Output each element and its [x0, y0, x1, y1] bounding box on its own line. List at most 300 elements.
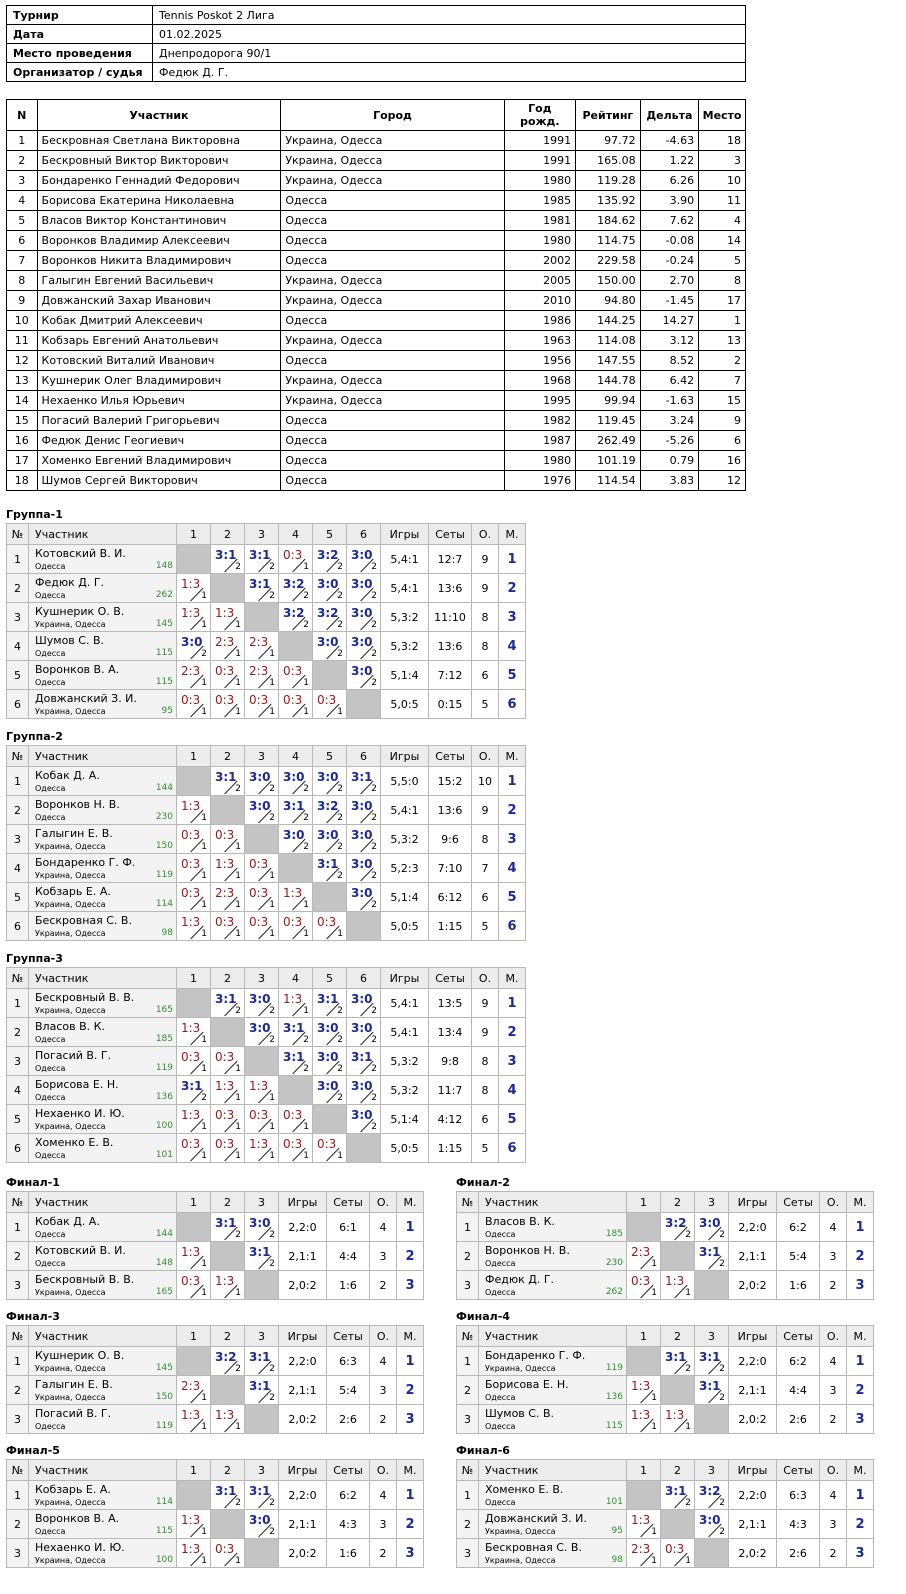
match-points: 2 [269, 1393, 275, 1403]
loss-score [245, 661, 278, 689]
win-score [313, 854, 346, 882]
match-points: 1 [201, 1393, 207, 1403]
info-row [7, 6, 746, 25]
sets-header: Сеты [429, 968, 472, 989]
match-score: 3:0 [317, 577, 339, 591]
opponent-col-header: 1 [627, 1192, 661, 1213]
row-number: 5 [7, 661, 29, 690]
player-name: Бондаренко Г. Ф. [485, 1349, 586, 1362]
player-city: Украина, Одесса [485, 1527, 556, 1536]
player-cell [29, 661, 177, 690]
match-points: 2 [269, 591, 275, 601]
win-score [313, 1018, 346, 1046]
match-points: 1 [651, 1259, 657, 1269]
participants-cell: 8 [699, 271, 746, 291]
match-score: 1:3 [181, 1108, 201, 1122]
loss-score [661, 1271, 694, 1299]
match-points: 2 [303, 784, 309, 794]
points-cell: 3 [820, 1242, 847, 1271]
match-score: 1:3 [283, 992, 303, 1006]
player-name: Довжанский З. И. [485, 1512, 587, 1525]
win-score [347, 796, 380, 824]
match-score-cell [177, 574, 211, 603]
player-rating: 262 [605, 1287, 623, 1297]
player-cell [29, 1405, 177, 1434]
player-name: Нехаенко И. Ю. [35, 1107, 125, 1120]
match-points: 1 [269, 900, 275, 910]
match-points: 2 [371, 900, 377, 910]
participants-cell: 114.75 [576, 231, 640, 251]
player-rating: 98 [161, 928, 173, 938]
sets-cell: 6:3 [327, 1347, 370, 1376]
match-score-cell [313, 1047, 347, 1076]
group-title: Группа-1 [6, 508, 63, 521]
participants-cell: 135.92 [576, 191, 640, 211]
match-score: 1:3 [215, 857, 235, 871]
table-row [7, 767, 526, 796]
match-points: 2 [719, 1364, 725, 1374]
match-score-cell [313, 690, 347, 719]
sets-cell: 1:6 [777, 1271, 820, 1300]
player-cell [479, 1213, 627, 1242]
participants-cell: Украина, Одесса [281, 151, 504, 171]
num-header: № [7, 524, 29, 545]
match-score: 1:3 [181, 577, 201, 591]
row-number: 2 [7, 574, 29, 603]
match-points: 1 [235, 871, 241, 881]
match-score: 3:0 [351, 635, 373, 649]
self-match-cell [661, 1510, 695, 1539]
match-score: 3:0 [351, 1021, 373, 1035]
loss-score [211, 603, 244, 631]
points-cell: 9 [472, 545, 499, 574]
player-city: Одесса [35, 1422, 66, 1431]
match-score: 3:2 [283, 577, 305, 591]
self-match-cell [313, 1105, 347, 1134]
sets-cell: 6:3 [777, 1481, 820, 1510]
opponent-col-header: 2 [211, 1326, 245, 1347]
opponent-col-header: 5 [313, 524, 347, 545]
participant-header: Участник [479, 1326, 627, 1347]
win-score [313, 825, 346, 853]
place-cell: 3 [499, 1047, 526, 1076]
games-header: Игры [279, 1326, 327, 1347]
row-number: 1 [457, 1347, 479, 1376]
self-match-cell [245, 1047, 279, 1076]
player-rating: 136 [155, 1092, 173, 1102]
place-cell: 3 [397, 1539, 424, 1568]
place-cell: 1 [397, 1347, 424, 1376]
win-score [313, 1047, 346, 1075]
participants-cell: 3 [7, 171, 38, 191]
match-score: 0:3 [283, 1108, 303, 1122]
place-cell: 2 [397, 1242, 424, 1271]
win-score [347, 545, 380, 573]
opponent-col-header: 3 [695, 1460, 729, 1481]
match-score: 1:3 [181, 606, 201, 620]
match-points: 2 [371, 649, 377, 659]
player-city: Одесса [35, 1035, 66, 1044]
loss-score [279, 690, 312, 718]
participants-cell: 3 [699, 151, 746, 171]
games-cell: 2,1:1 [279, 1510, 327, 1539]
place-header: М. [847, 1326, 874, 1347]
participants-cell: 8.52 [640, 351, 699, 371]
match-points: 2 [235, 1006, 241, 1016]
opponent-col-header: 2 [211, 1460, 245, 1481]
sets-cell: 13:5 [429, 989, 472, 1018]
place-cell: 2 [499, 574, 526, 603]
match-score: 1:3 [215, 1274, 235, 1288]
table-row [7, 1376, 424, 1405]
match-score-cell [211, 690, 245, 719]
self-match-cell [627, 1347, 661, 1376]
match-score-cell [347, 1018, 381, 1047]
match-score: 2:3 [249, 664, 269, 678]
place-cell: 1 [397, 1481, 424, 1510]
match-points: 2 [269, 1035, 275, 1045]
participants-cell: 14.27 [640, 311, 699, 331]
player-rating: 145 [155, 619, 173, 629]
player-name: Воронков Н. В. [35, 798, 120, 811]
win-score [211, 1347, 244, 1375]
match-points: 1 [235, 1151, 241, 1161]
match-points: 2 [303, 1064, 309, 1074]
player-cell [29, 854, 177, 883]
tournament-info-table [6, 5, 746, 82]
match-score-cell [177, 1271, 211, 1300]
games-cell: 2,0:2 [279, 1405, 327, 1434]
table-row [7, 854, 526, 883]
match-score-cell [245, 661, 279, 690]
group-title: Финал-5 [6, 1444, 60, 1457]
player-rating: 100 [155, 1121, 173, 1131]
match-score-cell [177, 1018, 211, 1047]
table-row [7, 989, 526, 1018]
match-score: 0:3 [249, 693, 269, 707]
match-points: 1 [685, 1556, 691, 1566]
games-cell: 5,0:5 [381, 912, 429, 941]
match-score-cell [661, 1213, 695, 1242]
participants-cell: Украина, Одесса [281, 171, 504, 191]
match-score: 0:3 [181, 693, 201, 707]
player-rating: 144 [155, 1229, 173, 1239]
games-cell: 2,1:1 [279, 1242, 327, 1271]
participants-cell: Кобак Дмитрий Алексеевич [37, 311, 281, 331]
loss-score [245, 1076, 278, 1104]
match-score: 3:1 [215, 770, 237, 784]
match-points: 2 [719, 1230, 725, 1240]
sets-cell: 6:1 [327, 1213, 370, 1242]
win-score [279, 1047, 312, 1075]
table-row [7, 251, 746, 271]
table-row [7, 171, 746, 191]
self-match-cell [695, 1271, 729, 1300]
match-points: 1 [269, 1122, 275, 1132]
loss-score [177, 1405, 210, 1433]
player-city: Одесса [35, 678, 66, 687]
player-rating: 95 [161, 706, 173, 716]
win-score [211, 1481, 244, 1509]
games-cell: 2,2:0 [279, 1481, 327, 1510]
loss-score [177, 1271, 210, 1299]
player-rating: 230 [605, 1258, 623, 1268]
table-row [7, 451, 746, 471]
sets-header: Сеты [327, 1192, 370, 1213]
sets-cell: 1:6 [327, 1539, 370, 1568]
match-points: 1 [337, 707, 343, 717]
match-score: 0:3 [317, 915, 337, 929]
match-score-cell [313, 767, 347, 796]
row-number: 1 [457, 1213, 479, 1242]
row-number: 4 [7, 1076, 29, 1105]
win-score [245, 574, 278, 602]
participant-header: Участник [29, 968, 177, 989]
points-cell: 9 [472, 574, 499, 603]
match-score-cell [347, 603, 381, 632]
player-name: Котовский В. И. [35, 1244, 126, 1257]
row-number: 1 [7, 1481, 29, 1510]
sets-cell: 11:7 [429, 1076, 472, 1105]
match-score: 1:3 [249, 1137, 269, 1151]
player-name: Власов В. К. [485, 1215, 555, 1228]
match-points: 2 [371, 813, 377, 823]
match-score: 3:0 [351, 548, 373, 562]
match-score-cell [347, 1047, 381, 1076]
participants-cell: 114.54 [576, 471, 640, 491]
win-score [245, 1376, 278, 1404]
player-name: Борисова Е. Н. [35, 1078, 119, 1091]
participants-cell: 1 [7, 131, 38, 151]
win-score [313, 989, 346, 1017]
games-cell: 2,0:2 [279, 1539, 327, 1568]
match-score: 3:2 [699, 1484, 721, 1498]
participants-cell: 11 [699, 191, 746, 211]
match-points: 1 [235, 620, 241, 630]
loss-score [177, 912, 210, 940]
player-rating: 185 [605, 1229, 623, 1239]
participants-cell: 13 [699, 331, 746, 351]
self-match-cell [177, 767, 211, 796]
row-number: 6 [7, 912, 29, 941]
match-score: 0:3 [215, 664, 235, 678]
info-row [7, 63, 746, 82]
row-number: 2 [7, 1242, 29, 1271]
sets-header: Сеты [327, 1460, 370, 1481]
player-city: Одесса [35, 813, 66, 822]
participants-cell: 3.12 [640, 331, 699, 351]
row-number: 3 [7, 1271, 29, 1300]
participants-cell: 16 [699, 451, 746, 471]
self-match-cell [177, 1213, 211, 1242]
match-score-cell [177, 1376, 211, 1405]
group-table [456, 1191, 874, 1300]
match-score-cell [695, 1213, 729, 1242]
match-score-cell [177, 825, 211, 854]
loss-score [627, 1405, 660, 1433]
table-row [7, 661, 526, 690]
match-score-cell [245, 1481, 279, 1510]
match-score: 3:2 [317, 548, 339, 562]
sets-cell: 12:7 [429, 545, 472, 574]
win-score [279, 825, 312, 853]
match-points: 2 [719, 1498, 725, 1508]
opponent-col-header: 3 [245, 746, 279, 767]
match-score-cell [245, 1347, 279, 1376]
player-name: Шумов С. В. [35, 634, 104, 647]
row-number: 2 [7, 796, 29, 825]
participants-cell: Одесса [281, 191, 504, 211]
row-number: 1 [7, 989, 29, 1018]
match-score-cell [211, 1481, 245, 1510]
win-score [279, 1018, 312, 1046]
match-points: 2 [337, 784, 343, 794]
player-city: Одесса [485, 1498, 516, 1507]
participants-cell: 147.55 [576, 351, 640, 371]
loss-score [211, 1134, 244, 1162]
match-points: 2 [685, 1498, 691, 1508]
player-cell [479, 1539, 627, 1568]
win-score [245, 796, 278, 824]
match-points: 2 [371, 1122, 377, 1132]
player-rating: 145 [155, 1363, 173, 1373]
sets-cell: 4:4 [777, 1376, 820, 1405]
participant-header: Участник [29, 524, 177, 545]
win-score [313, 1076, 346, 1104]
loss-score [279, 912, 312, 940]
match-score: 1:3 [181, 1021, 201, 1035]
sets-cell: 0:15 [429, 690, 472, 719]
num-header: № [7, 746, 29, 767]
place-cell: 4 [499, 1076, 526, 1105]
match-score: 3:1 [215, 1216, 237, 1230]
games-header: Игры [279, 1460, 327, 1481]
match-score: 3:0 [351, 664, 373, 678]
match-score: 0:3 [181, 1137, 201, 1151]
player-city: Одесса [485, 1422, 516, 1431]
match-points: 2 [719, 1259, 725, 1269]
loss-score [245, 912, 278, 940]
self-match-cell [177, 1347, 211, 1376]
match-score: 3:0 [317, 1050, 339, 1064]
points-cell: 6 [472, 883, 499, 912]
games-cell: 2,1:1 [729, 1376, 777, 1405]
player-name: Борисова Е. Н. [485, 1378, 569, 1391]
place-cell: 1 [499, 767, 526, 796]
match-score: 1:3 [665, 1274, 685, 1288]
match-score: 3:2 [317, 799, 339, 813]
match-score: 3:0 [317, 635, 339, 649]
participants-cell: 94.80 [576, 291, 640, 311]
win-score [279, 603, 312, 631]
table-row [7, 411, 746, 431]
loss-score [279, 883, 312, 911]
win-score [347, 603, 380, 631]
participants-cell: 7.62 [640, 211, 699, 231]
match-score-cell [177, 690, 211, 719]
place-header: М. [499, 968, 526, 989]
player-rating: 115 [155, 648, 173, 658]
player-city: Украина, Одесса [35, 620, 106, 629]
self-match-cell [347, 690, 381, 719]
match-score: 3:1 [665, 1484, 687, 1498]
win-score [245, 1213, 278, 1241]
participants-header: Год рожд. [504, 100, 575, 131]
match-points: 2 [235, 1364, 241, 1374]
match-score-cell [695, 1376, 729, 1405]
participants-cell: Одесса [281, 471, 504, 491]
player-name: Котовский В. И. [35, 547, 126, 560]
match-score-cell [695, 1481, 729, 1510]
match-points: 2 [303, 591, 309, 601]
games-cell: 2,0:2 [729, 1539, 777, 1568]
participants-cell: 2 [7, 151, 38, 171]
loss-score [177, 1510, 210, 1538]
match-score-cell [211, 825, 245, 854]
games-cell: 2,0:2 [729, 1405, 777, 1434]
player-cell [29, 825, 177, 854]
place-header: М. [847, 1192, 874, 1213]
match-score-cell [695, 1242, 729, 1271]
match-points: 2 [201, 1093, 207, 1103]
match-score-cell [347, 661, 381, 690]
points-cell: 3 [820, 1376, 847, 1405]
sets-cell: 2:6 [777, 1539, 820, 1568]
participants-cell: Бондаренко Геннадий Федорович [37, 171, 281, 191]
player-name: Хоменко Е. В. [35, 1136, 114, 1149]
match-score: 2:3 [215, 635, 235, 649]
player-city: Украина, Одесса [35, 871, 106, 880]
points-header: О. [820, 1326, 847, 1347]
participants-cell: 1968 [504, 371, 575, 391]
participants-cell: 1976 [504, 471, 575, 491]
match-points: 1 [269, 678, 275, 688]
row-number: 3 [457, 1405, 479, 1434]
points-cell: 8 [472, 603, 499, 632]
table-row [7, 796, 526, 825]
participants-cell: 10 [699, 171, 746, 191]
match-points: 1 [235, 1288, 241, 1298]
participants-cell: Хоменко Евгений Владимирович [37, 451, 281, 471]
player-name: Шумов С. В. [485, 1407, 554, 1420]
points-cell: 3 [820, 1510, 847, 1539]
win-score [245, 767, 278, 795]
match-score: 3:0 [699, 1216, 721, 1230]
sets-cell: 6:12 [429, 883, 472, 912]
match-points: 1 [651, 1556, 657, 1566]
opponent-col-header: 2 [211, 968, 245, 989]
player-cell [479, 1510, 627, 1539]
player-city: Одесса [35, 1151, 66, 1160]
loss-score [177, 1134, 210, 1162]
match-score-cell [211, 1105, 245, 1134]
match-score: 3:0 [351, 606, 373, 620]
row-number: 3 [457, 1271, 479, 1300]
participants-cell: -0.24 [640, 251, 699, 271]
row-number: 3 [7, 603, 29, 632]
match-score: 1:3 [181, 1245, 201, 1259]
player-name: Довжанский З. И. [35, 692, 137, 705]
self-match-cell [211, 1510, 245, 1539]
participants-cell: 3.24 [640, 411, 699, 431]
match-points: 2 [337, 813, 343, 823]
table-row [7, 151, 746, 171]
sets-header: Сеты [327, 1326, 370, 1347]
match-points: 1 [303, 562, 309, 572]
match-score-cell [313, 854, 347, 883]
participants-cell: Кушнерик Олег Владимирович [37, 371, 281, 391]
player-cell [479, 1376, 627, 1405]
